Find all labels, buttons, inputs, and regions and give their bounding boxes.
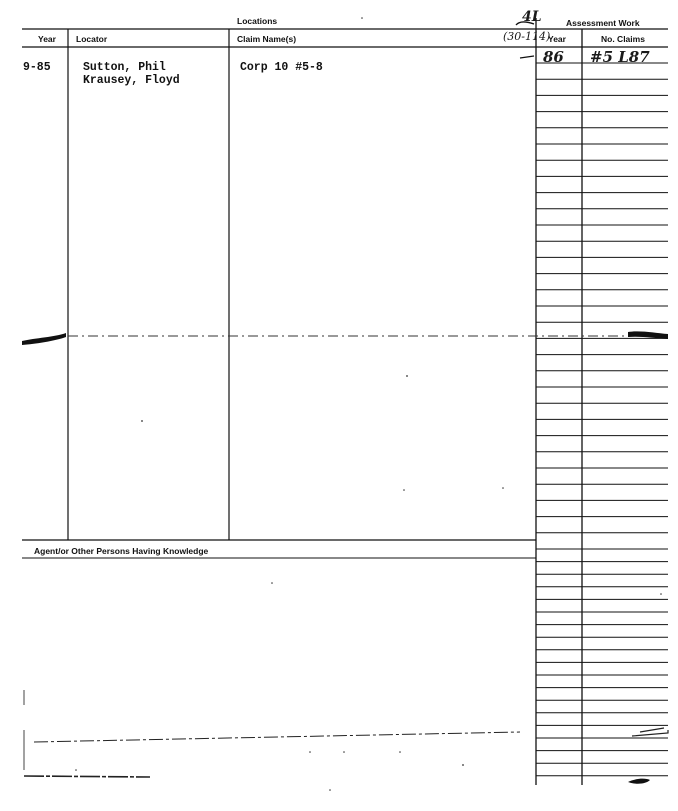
assessment-work-title: Assessment Work: [566, 18, 640, 28]
handwritten-margin-note: (30-114): [503, 30, 551, 43]
entry-year: 9-85: [23, 61, 51, 74]
column-header-claim-names: Claim Name(s): [237, 34, 297, 44]
handwritten-margin-note-top: 4L: [522, 9, 542, 25]
entry-locator-line1: Sutton, Phil: [83, 61, 166, 74]
column-header-no-claims: No. Claims: [601, 34, 645, 44]
entry-locator-line2: Krausey, Floyd: [83, 74, 180, 87]
locations-title: Locations: [237, 16, 278, 26]
handwritten-assess-claims: #5 L87: [590, 48, 650, 66]
handwritten-assess-year: 86: [543, 48, 564, 66]
entry-claim-name: Corp 10 #5-8: [240, 61, 323, 74]
column-header-year: Year: [38, 34, 56, 44]
column-header-locator: Locator: [76, 34, 108, 44]
column-header-assess-year: Year: [548, 34, 566, 44]
agent-section-label: Agent/or Other Persons Having Knowledge: [34, 546, 209, 556]
